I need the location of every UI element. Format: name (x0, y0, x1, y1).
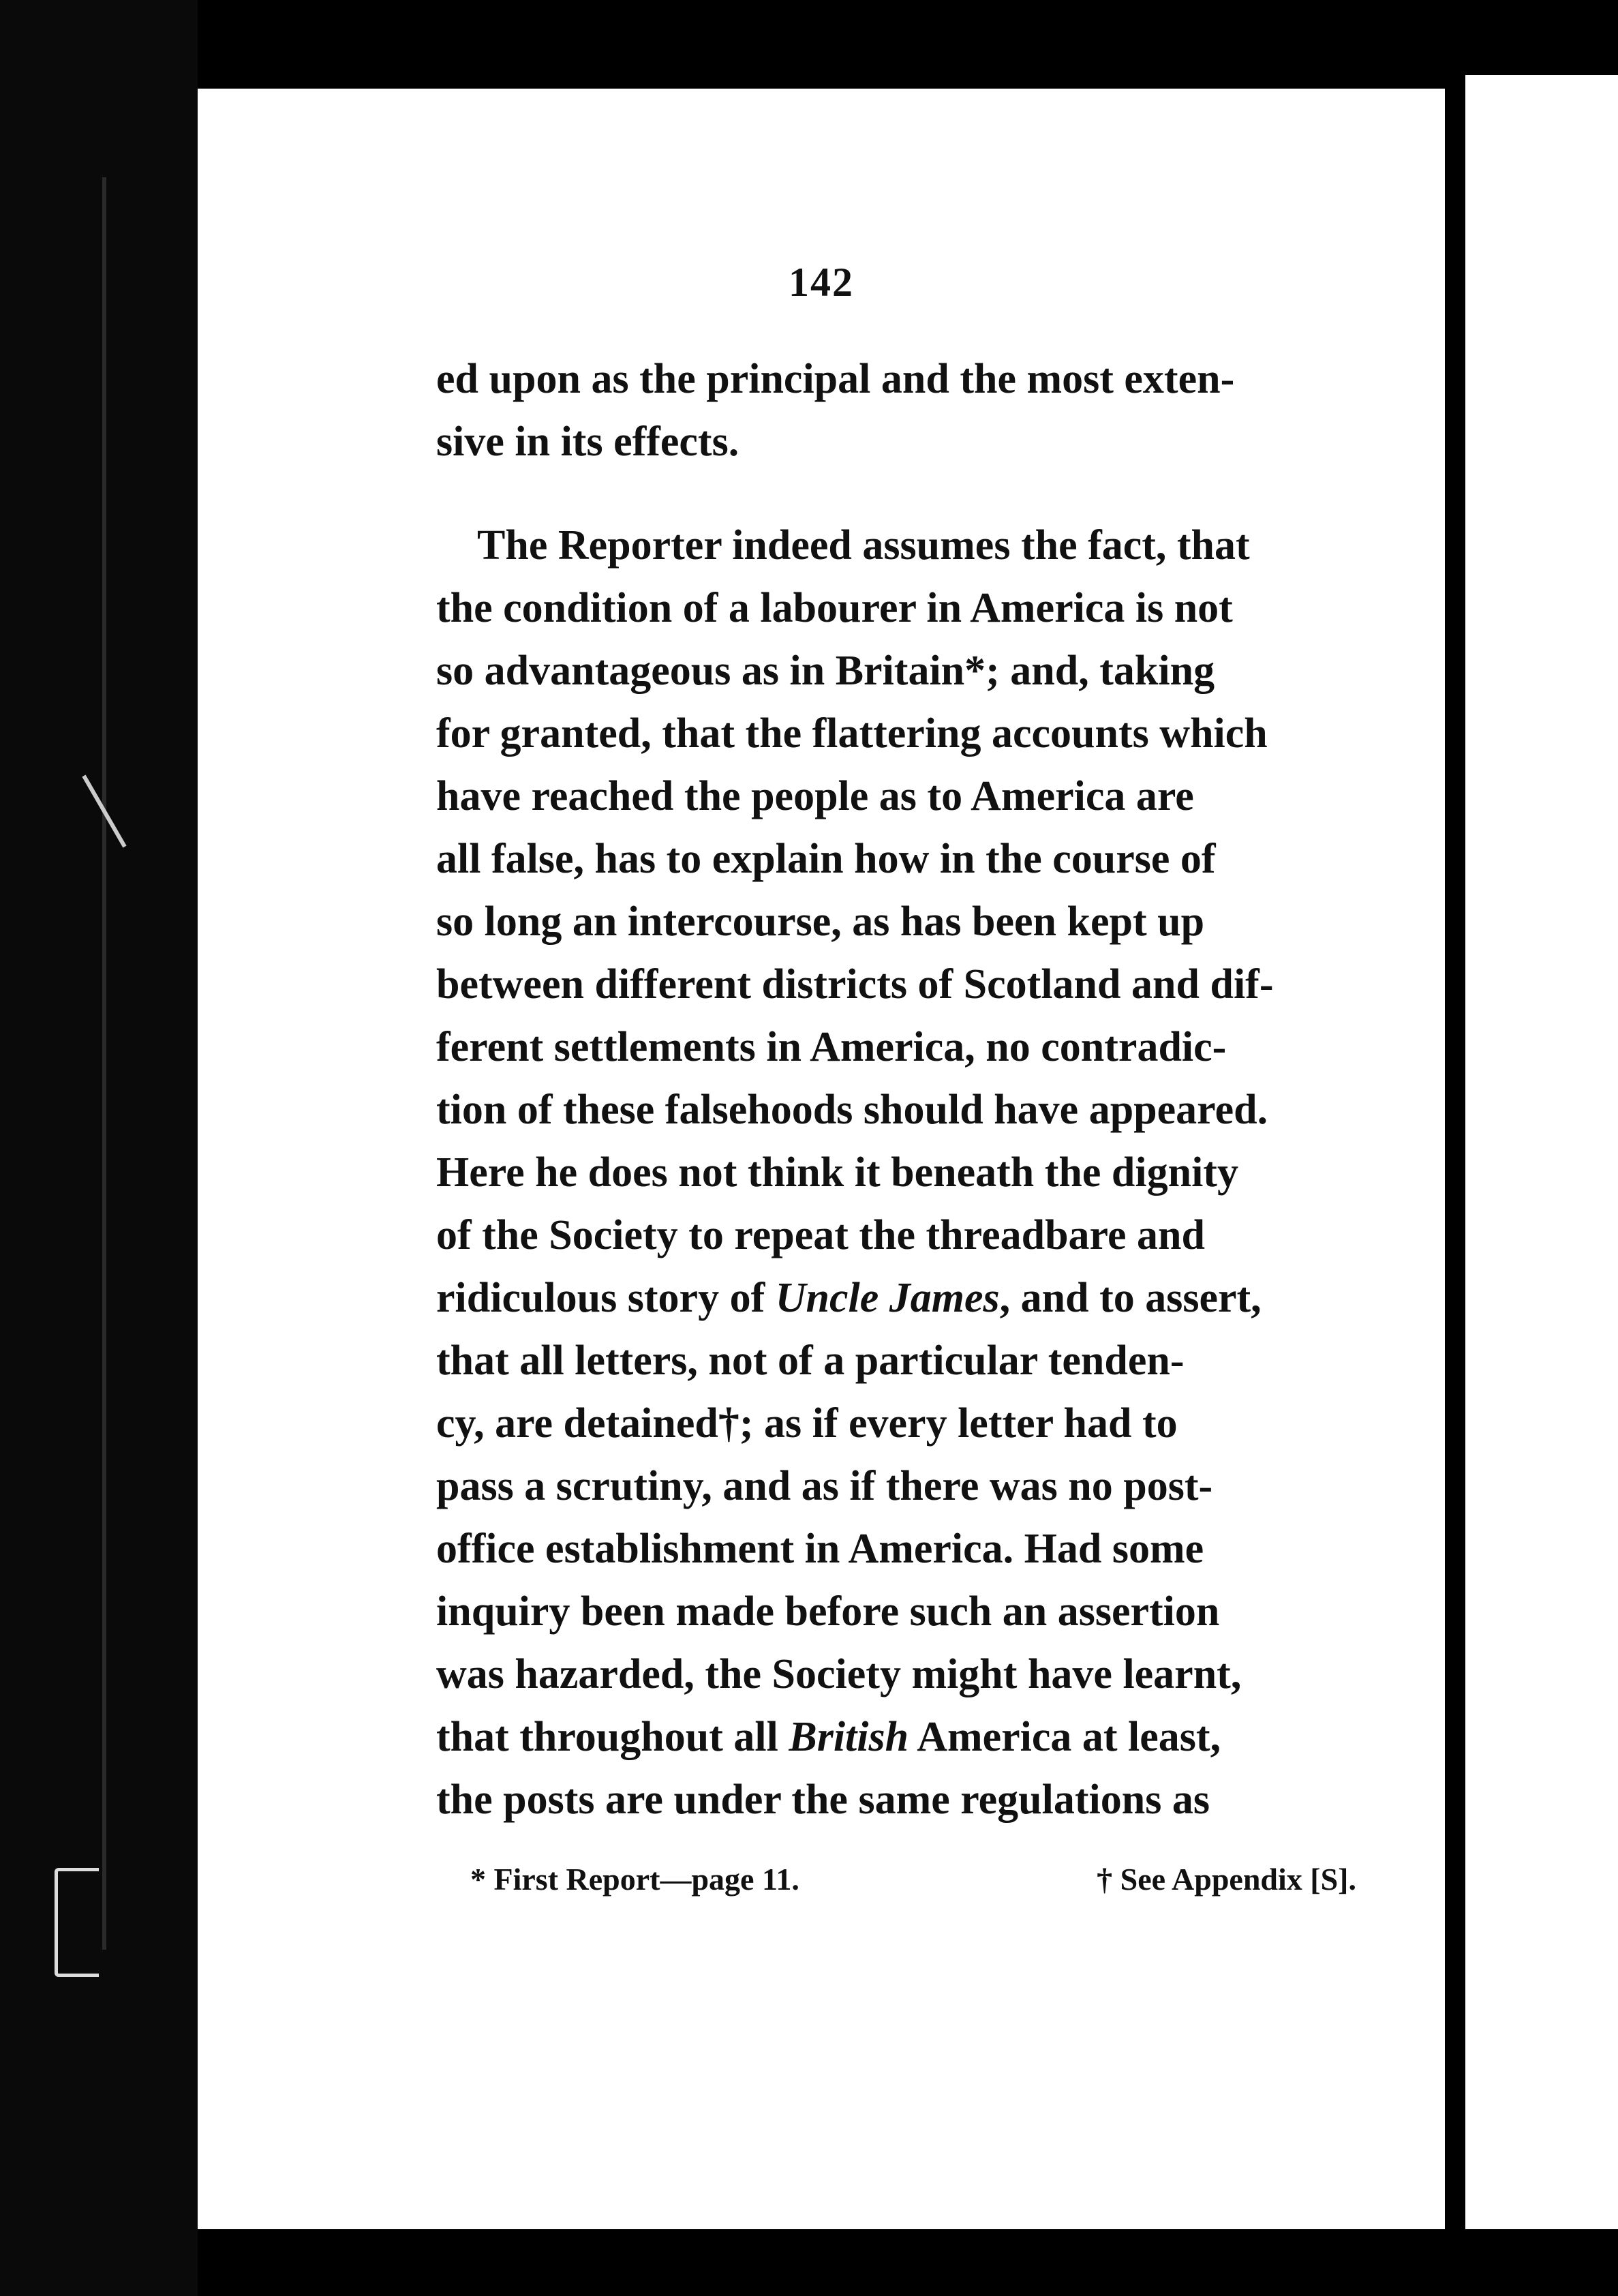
text-line: have reached the people as to America are (436, 773, 1194, 819)
text-line: sive in its effects. (436, 419, 739, 465)
text-line: ed upon as the principal and the most exten- (436, 356, 1235, 402)
text-line: was hazarded, the Society might have learnt, (436, 1651, 1242, 1697)
text-line: so long an intercourse, as has been kept up (436, 898, 1205, 945)
body-text (436, 348, 1274, 1831)
text-line-italic-uncle-james: ridiculous story of Uncle James, and to assert, (436, 1275, 1262, 1321)
page-number: 142 (789, 260, 854, 305)
footnotes (470, 1861, 1356, 1897)
text-line: tion of these falsehoods should have appeared. (436, 1087, 1268, 1133)
text-line: the posts are under the same regulations as (436, 1777, 1210, 1823)
text-line: ferent settlements in America, no contradic- (436, 1024, 1227, 1070)
text-line-italic-british: that throughout all British America at least, (436, 1714, 1221, 1760)
page-gutter (1445, 75, 1465, 2229)
binding-tab-mark (55, 1868, 99, 1977)
paragraph-1 (436, 348, 1235, 473)
text-line: the condition of a labourer in America is not (436, 585, 1233, 631)
footnote-appendix: † See Appendix [S]. (1097, 1862, 1356, 1897)
book-page (198, 89, 1445, 2229)
binding-edge-line (102, 177, 106, 1950)
text-line: cy, are detained†; as if every letter had to (436, 1400, 1178, 1447)
text-line: for granted, that the flattering accounts which (436, 710, 1268, 757)
text-line: of the Society to repeat the threadbare and (436, 1212, 1205, 1258)
text-line: all false, has to explain how in the course of (436, 836, 1216, 882)
text-line: office establishment in America. Had some (436, 1526, 1204, 1572)
paragraph-2 (436, 514, 1274, 1831)
text-line: inquiry been made before such an assertion (436, 1588, 1220, 1635)
text-line: between different districts of Scotland and dif- (436, 961, 1274, 1008)
text-line: pass a scrutiny, and as if there was no post- (436, 1463, 1213, 1509)
footnote-first-report: * First Report—page 11. (470, 1862, 799, 1897)
text-line: so advantageous as in Britain*; and, taking (436, 648, 1215, 694)
facing-page-edge (1465, 75, 1618, 2229)
text-line: The Reporter indeed assumes the fact, that (477, 522, 1250, 569)
text-line: Here he does not think it beneath the dignity (436, 1149, 1238, 1196)
book-binding-left (0, 0, 198, 2296)
text-line: that all letters, not of a particular tenden- (436, 1338, 1185, 1384)
